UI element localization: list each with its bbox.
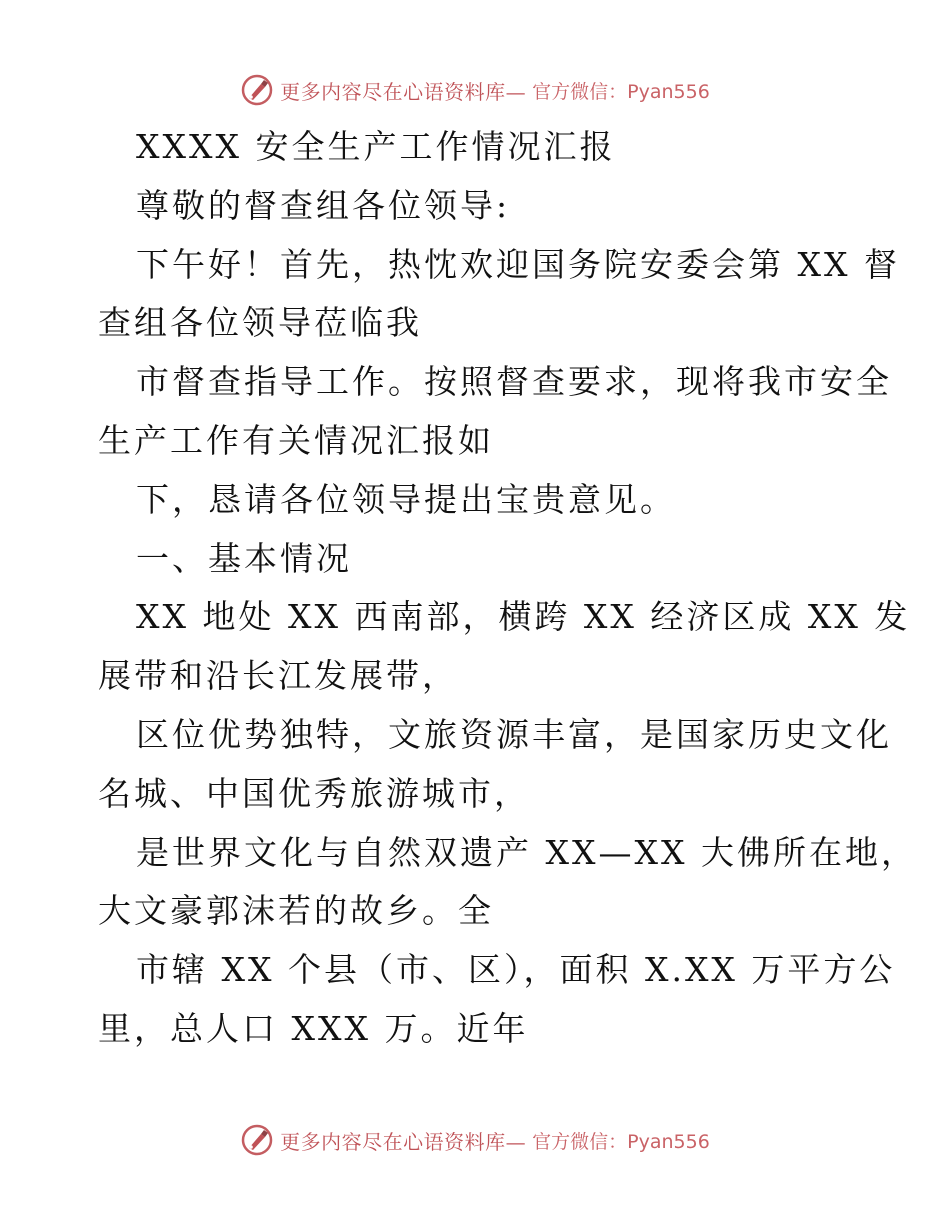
paragraph-line: XX 地处 XX 西南部，横跨 XX 经济区成 XX 发 [136,597,911,637]
paragraph-line: 区位优势独特，文旅资源丰富，是国家历史文化 [136,714,892,754]
watermark-group [240,1123,710,1157]
paragraph-line: 查组各位领导莅临我 [98,303,422,343]
pen-logo-icon [240,73,274,107]
document-body [98,118,917,1059]
salutation: 尊敬的督查组各位领导: [136,185,511,225]
paragraph-line: 市督查指导工作。按照督查要求，现将我市安全 [136,362,892,402]
paragraph-line: 大文豪郭沫若的故乡。全 [98,891,494,931]
section-heading: 一、基本情况 [136,538,352,578]
paragraph-line: 下午好！首先，热忱欢迎国务院安委会第 XX 督 [136,244,900,284]
watermark-contact: 官方微信：Pyan556 [532,1130,710,1153]
paragraph-line: 市辖 XX 个县（市、区），面积 X.XX 万平方公 [136,950,896,990]
watermark-text: 更多内容尽在心语资料库— [280,79,527,104]
header-watermark [0,70,950,110]
paragraph-line: 生产工作有关情况汇报如 [98,420,494,460]
watermark-group [240,73,710,107]
paragraph-line: 是世界文化与自然双遗产 XX—XX 大佛所在地， [136,832,917,872]
footer-watermark [0,1120,950,1160]
pen-logo-icon [240,1123,274,1157]
paragraph-line: 下，恳请各位领导提出宝贵意见。 [136,479,676,519]
watermark-text: 更多内容尽在心语资料库— [280,1129,527,1154]
paragraph-line: 名城、中国优秀旅游城市， [98,773,530,813]
document-title: XXXX 安全生产工作情况汇报 [136,127,616,166]
paragraph-line: 里，总人口 XXX 万。近年 [98,1008,529,1048]
watermark-contact: 官方微信：Pyan556 [532,80,710,103]
paragraph-line: 展带和沿长江发展带， [98,656,458,696]
